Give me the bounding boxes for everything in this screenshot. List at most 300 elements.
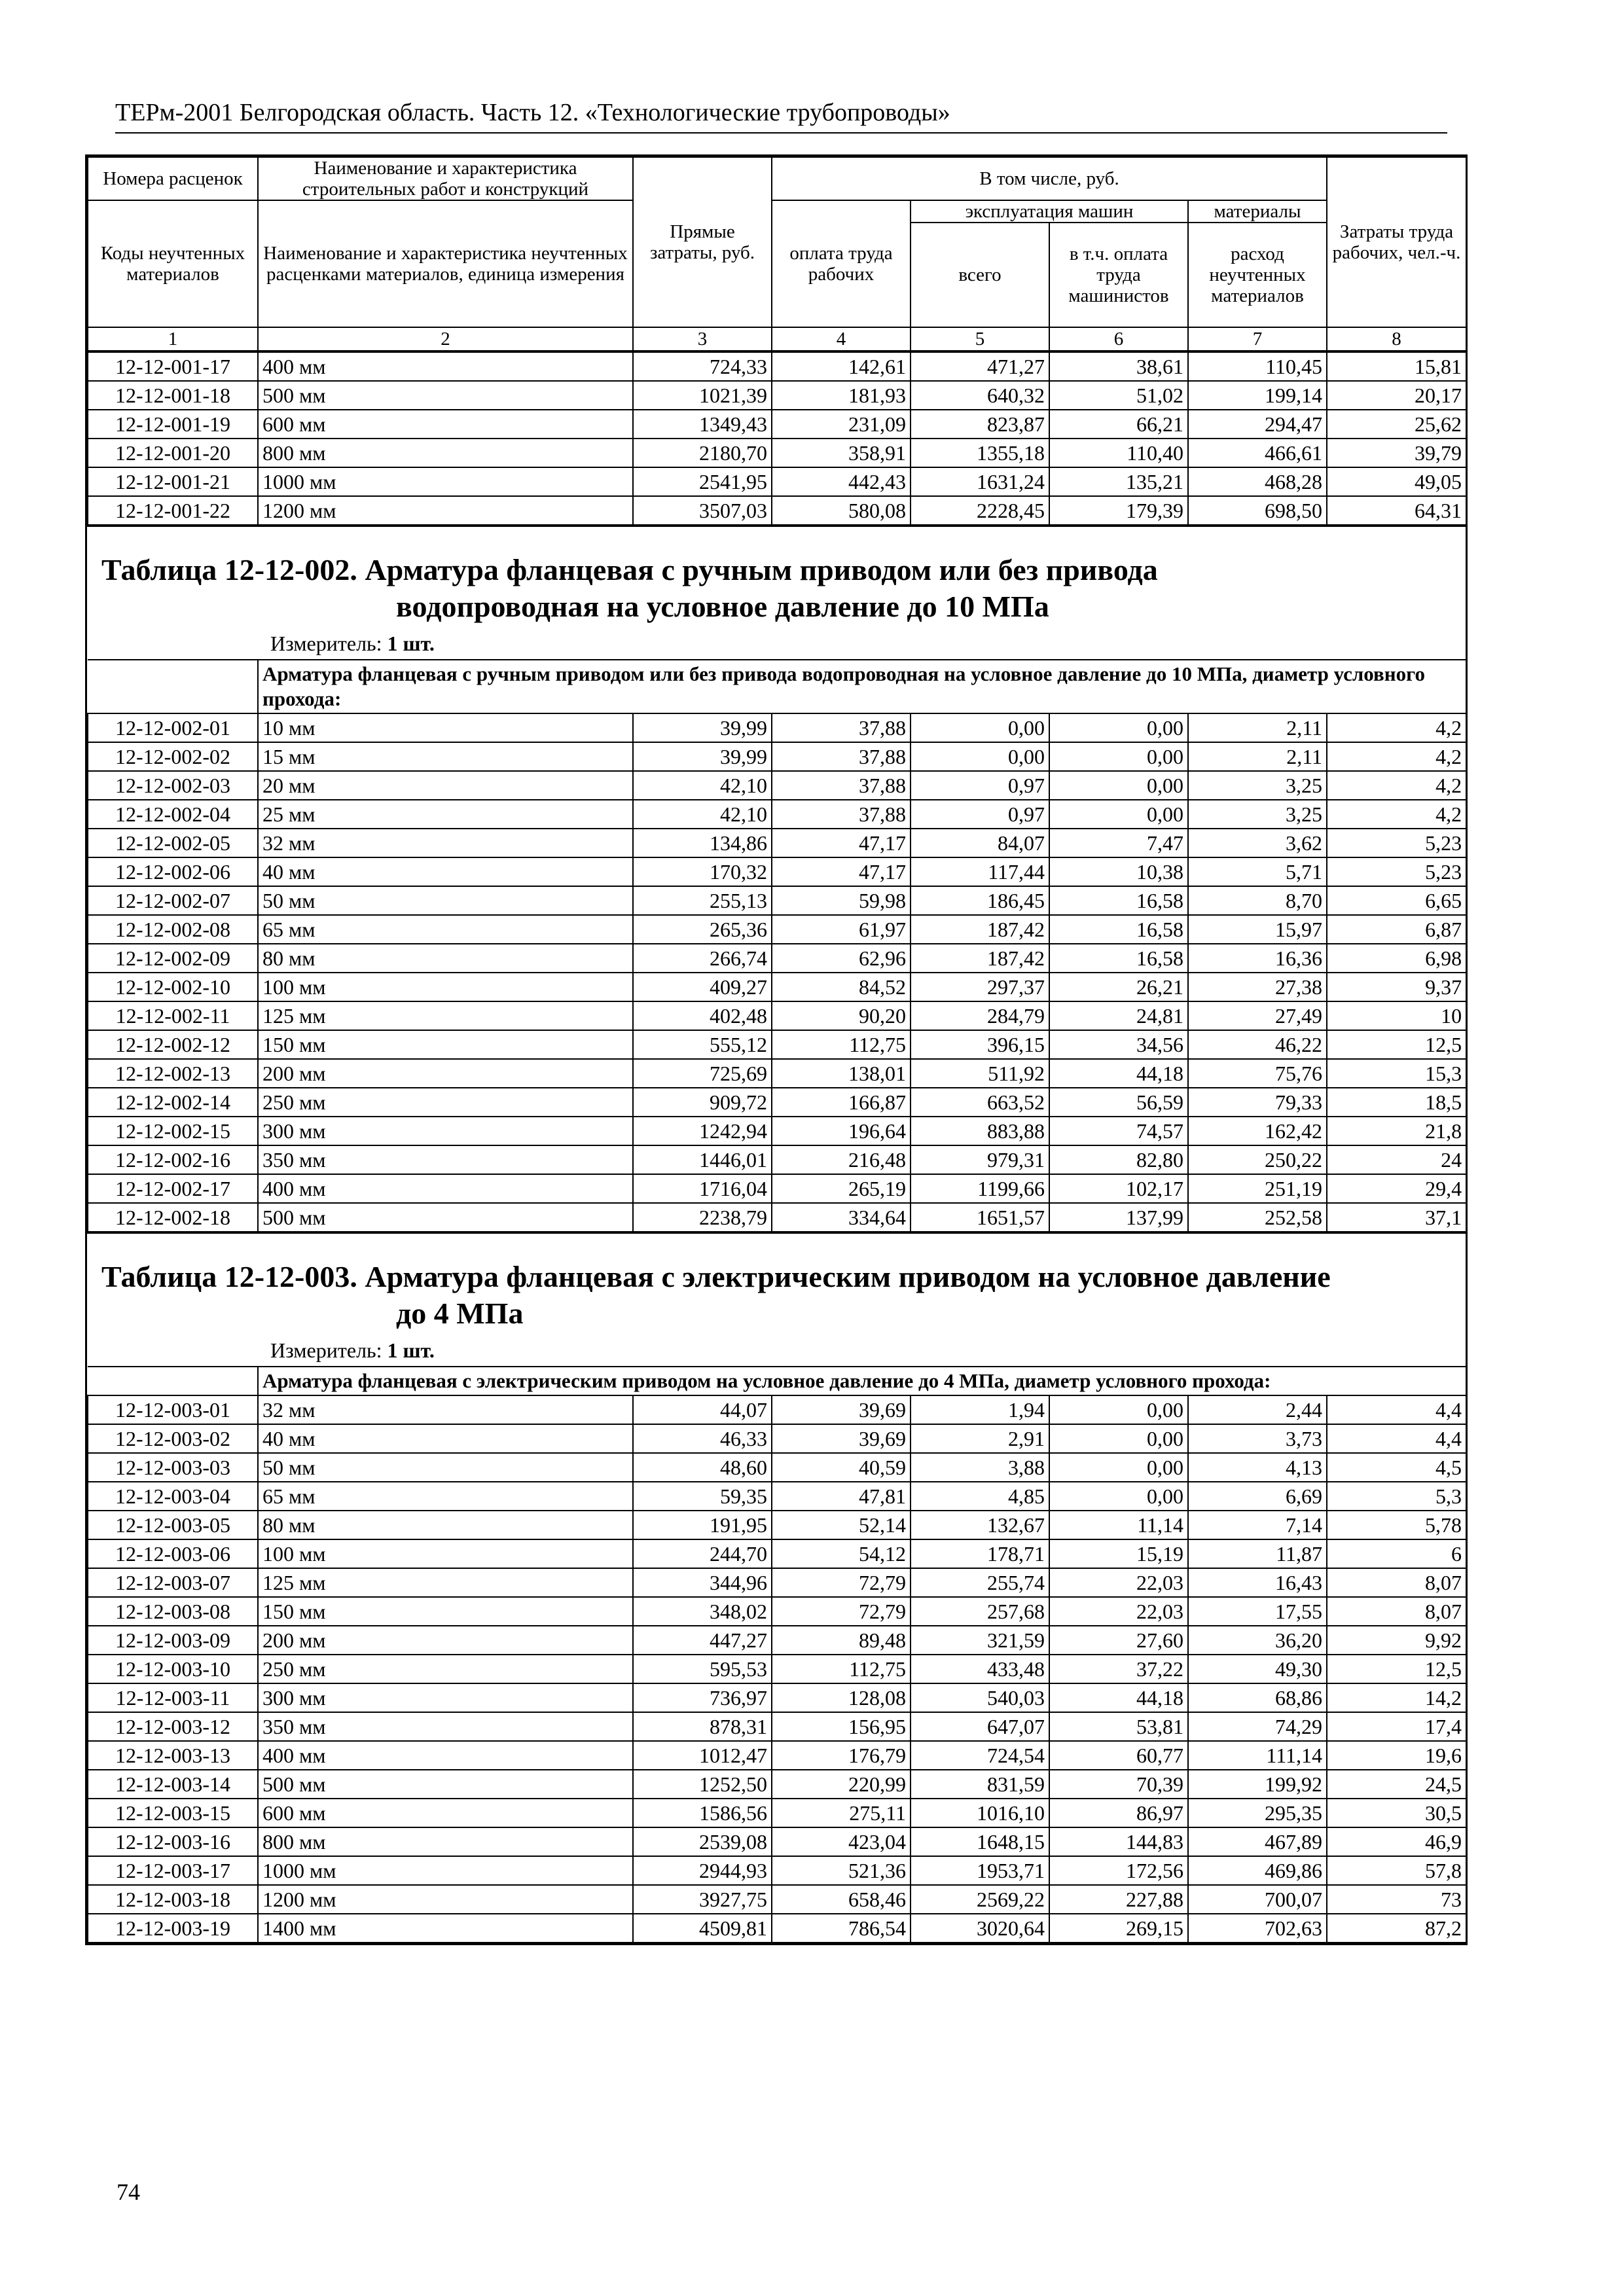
value-cell: 423,04 <box>772 1827 911 1856</box>
value-cell: 53,81 <box>1049 1712 1188 1741</box>
value-cell: 3,62 <box>1188 829 1327 857</box>
value-cell: 138,01 <box>772 1059 911 1088</box>
rate-code: 12-12-003-10 <box>88 1655 258 1683</box>
rate-code: 12-12-003-14 <box>88 1770 258 1799</box>
value-cell: 16,43 <box>1188 1568 1327 1597</box>
value-cell: 17,4 <box>1327 1712 1466 1741</box>
value-cell: 2541,95 <box>633 467 772 496</box>
diameter: 100 мм <box>258 973 633 1001</box>
col-num: 6 <box>1049 327 1188 351</box>
value-cell: 44,07 <box>633 1395 772 1424</box>
diameter: 500 мм <box>258 1203 633 1232</box>
value-cell: 84,52 <box>772 973 911 1001</box>
value-cell: 144,83 <box>1049 1827 1188 1856</box>
value-cell: 37,88 <box>772 771 911 800</box>
value-cell: 37,88 <box>772 713 911 742</box>
value-cell: 231,09 <box>772 410 911 439</box>
diameter: 65 мм <box>258 915 633 944</box>
diameter: 800 мм <box>258 439 633 467</box>
rate-code: 12-12-002-16 <box>88 1145 258 1174</box>
diameter: 32 мм <box>258 829 633 857</box>
column-header-table <box>87 156 1467 351</box>
value-cell: 2,44 <box>1188 1395 1327 1424</box>
value-cell: 878,31 <box>633 1712 772 1741</box>
value-cell: 321,59 <box>911 1626 1049 1655</box>
value-cell: 59,98 <box>772 886 911 915</box>
value-cell: 6 <box>1327 1539 1466 1568</box>
table-row <box>88 800 1466 829</box>
value-cell: 187,42 <box>911 944 1049 973</box>
value-cell: 595,53 <box>633 1655 772 1683</box>
col-num: 1 <box>88 327 258 351</box>
value-cell: 74,57 <box>1049 1117 1188 1145</box>
unit-of-measure <box>87 625 1466 659</box>
value-cell: 786,54 <box>772 1914 911 1943</box>
value-cell: 883,88 <box>911 1117 1049 1145</box>
value-cell: 1586,56 <box>633 1799 772 1827</box>
table-row <box>88 1059 1466 1088</box>
value-cell: 294,47 <box>1188 410 1327 439</box>
value-cell: 251,19 <box>1188 1174 1327 1203</box>
value-cell: 8,07 <box>1327 1597 1466 1626</box>
value-cell: 52,14 <box>772 1511 911 1539</box>
table-row <box>88 1799 1466 1827</box>
table-row <box>88 1770 1466 1799</box>
table-row <box>88 829 1466 857</box>
value-cell: 1651,57 <box>911 1203 1049 1232</box>
value-cell: 5,23 <box>1327 857 1466 886</box>
value-cell: 181,93 <box>772 381 911 410</box>
value-cell: 14,2 <box>1327 1683 1466 1712</box>
value-cell: 199,14 <box>1188 381 1327 410</box>
diameter: 50 мм <box>258 1453 633 1482</box>
value-cell: 3020,64 <box>911 1914 1049 1943</box>
value-cell: 18,5 <box>1327 1088 1466 1117</box>
rate-code: 12-12-001-18 <box>88 381 258 410</box>
value-cell: 0,00 <box>1049 742 1188 771</box>
diameter: 150 мм <box>258 1597 633 1626</box>
rate-code: 12-12-002-14 <box>88 1088 258 1117</box>
table-row <box>88 915 1466 944</box>
value-cell: 2539,08 <box>633 1827 772 1856</box>
title-line-2: до 4 МПа <box>396 1297 524 1330</box>
col-num: 3 <box>633 327 772 351</box>
value-cell: 42,10 <box>633 771 772 800</box>
value-cell: 186,45 <box>911 886 1049 915</box>
rate-code: 12-12-002-02 <box>88 742 258 771</box>
value-cell: 2180,70 <box>633 439 772 467</box>
rate-code: 12-12-002-07 <box>88 886 258 915</box>
table-row <box>88 496 1466 525</box>
group-title: Арматура фланцевая с электрическим приводом на условное давление до 4 МПа, диаметр условного прохода: <box>258 1367 1466 1395</box>
title-line-2: водопроводная на условное давление до 10 МПа <box>396 590 1049 623</box>
value-cell: 257,68 <box>911 1597 1049 1626</box>
value-cell: 433,48 <box>911 1655 1049 1683</box>
table-12-12-003-section <box>87 1232 1466 1943</box>
value-cell: 0,00 <box>1049 1453 1188 1482</box>
value-cell: 22,03 <box>1049 1597 1188 1626</box>
value-cell: 9,37 <box>1327 973 1466 1001</box>
value-cell: 724,33 <box>633 352 772 381</box>
value-cell: 75,76 <box>1188 1059 1327 1088</box>
value-cell: 1349,43 <box>633 410 772 439</box>
value-cell: 137,99 <box>1049 1203 1188 1232</box>
value-cell: 1953,71 <box>911 1856 1049 1885</box>
value-cell: 4,13 <box>1188 1453 1327 1482</box>
value-cell: 1016,10 <box>911 1799 1049 1827</box>
value-cell: 467,89 <box>1188 1827 1327 1856</box>
table-row <box>88 1395 1466 1424</box>
rate-code: 12-12-002-15 <box>88 1117 258 1145</box>
table-row <box>88 1683 1466 1712</box>
value-cell: 2,11 <box>1188 713 1327 742</box>
value-cell: 1021,39 <box>633 381 772 410</box>
value-cell: 16,36 <box>1188 944 1327 973</box>
rate-code: 12-12-003-09 <box>88 1626 258 1655</box>
value-cell: 2228,45 <box>911 496 1049 525</box>
table-row <box>88 1001 1466 1030</box>
value-cell: 640,32 <box>911 381 1049 410</box>
col-materials-unaccounted: расход неучтенных материалов <box>1188 223 1327 327</box>
rate-code: 12-12-002-04 <box>88 800 258 829</box>
diameter: 20 мм <box>258 771 633 800</box>
value-cell: 3,73 <box>1188 1424 1327 1453</box>
value-cell: 2569,22 <box>911 1885 1049 1914</box>
col-num: 8 <box>1327 327 1466 351</box>
rate-code: 12-12-003-08 <box>88 1597 258 1626</box>
rate-code: 12-12-002-18 <box>88 1203 258 1232</box>
col-labor-cost: Затраты труда рабочих, чел.-ч. <box>1327 157 1466 327</box>
group-title: Арматура фланцевая с ручным приводом или без привода водопроводная на условное давление до 10 МПа, диаметр условного прохода: <box>258 660 1466 713</box>
value-cell: 255,74 <box>911 1568 1049 1597</box>
value-cell: 162,42 <box>1188 1117 1327 1145</box>
col-num: 5 <box>911 327 1049 351</box>
value-cell: 142,61 <box>772 352 911 381</box>
value-cell: 89,48 <box>772 1626 911 1655</box>
diameter: 150 мм <box>258 1030 633 1059</box>
table-row <box>88 1088 1466 1117</box>
col-machines-total: всего <box>911 223 1049 327</box>
rate-code: 12-12-003-03 <box>88 1453 258 1482</box>
rate-code: 12-12-001-19 <box>88 410 258 439</box>
table-row <box>88 352 1466 381</box>
value-cell: 1012,47 <box>633 1741 772 1770</box>
value-cell: 27,49 <box>1188 1001 1327 1030</box>
value-cell: 4,4 <box>1327 1424 1466 1453</box>
value-cell: 0,00 <box>1049 1424 1188 1453</box>
value-cell: 128,08 <box>772 1683 911 1712</box>
table-row <box>88 1117 1466 1145</box>
value-cell: 3,25 <box>1188 771 1327 800</box>
col-including: В том числе, руб. <box>772 157 1327 200</box>
value-cell: 36,20 <box>1188 1626 1327 1655</box>
value-cell: 59,35 <box>633 1482 772 1511</box>
value-cell: 9,92 <box>1327 1626 1466 1655</box>
value-cell: 1252,50 <box>633 1770 772 1799</box>
value-cell: 46,22 <box>1188 1030 1327 1059</box>
rate-code: 12-12-003-06 <box>88 1539 258 1568</box>
value-cell: 62,96 <box>772 944 911 973</box>
value-cell: 3507,03 <box>633 496 772 525</box>
value-cell: 102,17 <box>1049 1174 1188 1203</box>
value-cell: 90,20 <box>772 1001 911 1030</box>
value-cell: 38,61 <box>1049 352 1188 381</box>
value-cell: 334,64 <box>772 1203 911 1232</box>
value-cell: 34,56 <box>1049 1030 1188 1059</box>
diameter: 10 мм <box>258 713 633 742</box>
diameter: 1200 мм <box>258 1885 633 1914</box>
diameter: 400 мм <box>258 1174 633 1203</box>
unit-value: 1 шт. <box>387 1338 435 1362</box>
diameter: 65 мм <box>258 1482 633 1511</box>
rate-code: 12-12-001-22 <box>88 496 258 525</box>
col-num: 2 <box>258 327 633 351</box>
value-cell: 166,87 <box>772 1088 911 1117</box>
value-cell: 724,54 <box>911 1741 1049 1770</box>
diameter: 100 мм <box>258 1539 633 1568</box>
value-cell: 4,5 <box>1327 1453 1466 1482</box>
diameter: 40 мм <box>258 1424 633 1453</box>
diameter: 1000 мм <box>258 467 633 496</box>
diameter: 125 мм <box>258 1001 633 1030</box>
value-cell: 12,5 <box>1327 1655 1466 1683</box>
value-cell: 54,12 <box>772 1539 911 1568</box>
value-cell: 3,25 <box>1188 800 1327 829</box>
value-cell: 2,91 <box>911 1424 1049 1453</box>
value-cell: 10,38 <box>1049 857 1188 886</box>
rate-code: 12-12-002-05 <box>88 829 258 857</box>
rate-code: 12-12-002-01 <box>88 713 258 742</box>
value-cell: 110,40 <box>1049 439 1188 467</box>
rate-code: 12-12-003-01 <box>88 1395 258 1424</box>
table-row <box>88 1030 1466 1059</box>
value-cell: 19,6 <box>1327 1741 1466 1770</box>
diameter: 600 мм <box>258 1799 633 1827</box>
value-cell: 37,88 <box>772 742 911 771</box>
diameter: 300 мм <box>258 1683 633 1712</box>
value-cell: 4,2 <box>1327 742 1466 771</box>
value-cell: 658,46 <box>772 1885 911 1914</box>
table-row <box>88 771 1466 800</box>
diameter: 25 мм <box>258 800 633 829</box>
rate-code: 12-12-003-12 <box>88 1712 258 1741</box>
value-cell: 396,15 <box>911 1030 1049 1059</box>
value-cell: 37,1 <box>1327 1203 1466 1232</box>
value-cell: 0,00 <box>1049 1482 1188 1511</box>
table-12-12-002-section <box>87 526 1466 1232</box>
value-cell: 29,4 <box>1327 1174 1466 1203</box>
value-cell: 4509,81 <box>633 1914 772 1943</box>
value-cell: 979,31 <box>911 1145 1049 1174</box>
value-cell: 30,5 <box>1327 1799 1466 1827</box>
value-cell: 49,30 <box>1188 1655 1327 1683</box>
title-line-1: Таблица 12-12-003. Арматура фланцевая с электрическим приводом на условное давление <box>101 1260 1331 1293</box>
value-cell: 647,07 <box>911 1712 1049 1741</box>
value-cell: 56,59 <box>1049 1088 1188 1117</box>
table-row <box>88 1424 1466 1453</box>
diameter: 1400 мм <box>258 1914 633 1943</box>
value-cell: 1446,01 <box>633 1145 772 1174</box>
value-cell: 250,22 <box>1188 1145 1327 1174</box>
value-cell: 295,35 <box>1188 1799 1327 1827</box>
value-cell: 24 <box>1327 1145 1466 1174</box>
diameter: 250 мм <box>258 1088 633 1117</box>
value-cell: 24,5 <box>1327 1770 1466 1799</box>
value-cell: 37,22 <box>1049 1655 1188 1683</box>
value-cell: 39,69 <box>772 1395 911 1424</box>
table-row <box>88 1626 1466 1655</box>
value-cell: 1242,94 <box>633 1117 772 1145</box>
value-cell: 11,87 <box>1188 1539 1327 1568</box>
value-cell: 27,60 <box>1049 1626 1188 1655</box>
value-cell: 220,99 <box>772 1770 911 1799</box>
diameter: 250 мм <box>258 1655 633 1683</box>
value-cell: 0,00 <box>1049 800 1188 829</box>
value-cell: 4,2 <box>1327 771 1466 800</box>
value-cell: 297,37 <box>911 973 1049 1001</box>
diameter: 600 мм <box>258 410 633 439</box>
col-direct-costs: Прямые затраты, руб. <box>633 157 772 327</box>
diameter: 15 мм <box>258 742 633 771</box>
top-rows-table <box>87 351 1467 526</box>
col-num: 7 <box>1188 327 1327 351</box>
col-work-name: Наименование и характеристика строительных работ и конструкций <box>258 157 633 200</box>
value-cell: 39,99 <box>633 713 772 742</box>
value-cell: 409,27 <box>633 973 772 1001</box>
value-cell: 269,15 <box>1049 1914 1188 1943</box>
table-row <box>88 1712 1466 1741</box>
value-cell: 468,28 <box>1188 467 1327 496</box>
value-cell: 265,19 <box>772 1174 911 1203</box>
col-unaccounted-codes: Коды неучтенных материалов <box>88 200 258 327</box>
value-cell: 68,86 <box>1188 1683 1327 1712</box>
diameter: 800 мм <box>258 1827 633 1856</box>
value-cell: 57,8 <box>1327 1856 1466 1885</box>
value-cell: 0,97 <box>911 771 1049 800</box>
unit-label: Измеритель: <box>270 632 382 655</box>
value-cell: 580,08 <box>772 496 911 525</box>
value-cell: 0,00 <box>1049 713 1188 742</box>
value-cell: 0,00 <box>911 742 1049 771</box>
value-cell: 3927,75 <box>633 1885 772 1914</box>
value-cell: 1199,66 <box>911 1174 1049 1203</box>
value-cell: 471,27 <box>911 352 1049 381</box>
value-cell: 72,79 <box>772 1568 911 1597</box>
table-row <box>88 1914 1466 1943</box>
value-cell: 6,65 <box>1327 886 1466 915</box>
value-cell: 61,97 <box>772 915 911 944</box>
value-cell: 7,14 <box>1188 1511 1327 1539</box>
value-cell: 111,14 <box>1188 1741 1327 1770</box>
value-cell: 110,45 <box>1188 352 1327 381</box>
diameter: 80 мм <box>258 944 633 973</box>
diameter: 500 мм <box>258 381 633 410</box>
table-row <box>88 1827 1466 1856</box>
rate-code: 12-12-003-05 <box>88 1511 258 1539</box>
diameter: 200 мм <box>258 1059 633 1088</box>
value-cell: 521,36 <box>772 1856 911 1885</box>
rate-code: 12-12-002-11 <box>88 1001 258 1030</box>
col-machines: эксплуатация машин <box>911 200 1188 223</box>
table-row <box>88 1655 1466 1683</box>
rate-code: 12-12-003-13 <box>88 1741 258 1770</box>
value-cell: 22,03 <box>1049 1568 1188 1597</box>
rate-code: 12-12-001-17 <box>88 352 258 381</box>
value-cell: 16,58 <box>1049 915 1188 944</box>
value-cell: 5,3 <box>1327 1482 1466 1511</box>
value-cell: 1,94 <box>911 1395 1049 1424</box>
rate-code: 12-12-002-06 <box>88 857 258 886</box>
value-cell: 4,2 <box>1327 800 1466 829</box>
value-cell: 191,95 <box>633 1511 772 1539</box>
table-title <box>87 527 1466 625</box>
value-cell: 39,79 <box>1327 439 1466 467</box>
value-cell: 47,17 <box>772 829 911 857</box>
value-cell: 469,86 <box>1188 1856 1327 1885</box>
table-row <box>88 1482 1466 1511</box>
value-cell: 47,17 <box>772 857 911 886</box>
unit-value: 1 шт. <box>387 632 435 655</box>
value-cell: 1716,04 <box>633 1174 772 1203</box>
value-cell: 21,8 <box>1327 1117 1466 1145</box>
rate-code: 12-12-002-08 <box>88 915 258 944</box>
table-row <box>88 1453 1466 1482</box>
value-cell: 86,97 <box>1049 1799 1188 1827</box>
value-cell: 466,61 <box>1188 439 1327 467</box>
diameter: 350 мм <box>258 1145 633 1174</box>
value-cell: 244,70 <box>633 1539 772 1568</box>
table-row <box>88 1568 1466 1597</box>
value-cell: 170,32 <box>633 857 772 886</box>
table-row <box>88 886 1466 915</box>
value-cell: 0,00 <box>1049 771 1188 800</box>
col-rate-numbers: Номера расценок <box>88 157 258 200</box>
value-cell: 48,60 <box>633 1453 772 1482</box>
value-cell: 37,88 <box>772 800 911 829</box>
value-cell: 2238,79 <box>633 1203 772 1232</box>
rate-code: 12-12-003-11 <box>88 1683 258 1712</box>
table-row <box>88 1511 1466 1539</box>
value-cell: 216,48 <box>772 1145 911 1174</box>
value-cell: 46,33 <box>633 1424 772 1453</box>
value-cell: 11,14 <box>1049 1511 1188 1539</box>
table-row <box>88 944 1466 973</box>
diameter: 125 мм <box>258 1568 633 1597</box>
value-cell: 10 <box>1327 1001 1466 1030</box>
value-cell: 265,36 <box>633 915 772 944</box>
value-cell: 555,12 <box>633 1030 772 1059</box>
value-cell: 725,69 <box>633 1059 772 1088</box>
title-line-1: Таблица 12-12-002. Арматура фланцевая с ручным приводом или без привода <box>101 553 1158 586</box>
table-row <box>88 713 1466 742</box>
value-cell: 74,29 <box>1188 1712 1327 1741</box>
value-cell: 275,11 <box>772 1799 911 1827</box>
rate-code: 12-12-002-12 <box>88 1030 258 1059</box>
page-number: 74 <box>117 2179 140 2205</box>
col-machinist-pay: в т.ч. оплата труда машинистов <box>1049 223 1188 327</box>
unit-of-measure <box>87 1332 1466 1366</box>
diameter: 1200 мм <box>258 496 633 525</box>
rate-code: 12-12-003-04 <box>88 1482 258 1511</box>
value-cell: 831,59 <box>911 1770 1049 1799</box>
value-cell: 112,75 <box>772 1030 911 1059</box>
value-cell: 4,85 <box>911 1482 1049 1511</box>
value-cell: 698,50 <box>1188 496 1327 525</box>
value-cell: 117,44 <box>911 857 1049 886</box>
table-12-12-002 <box>87 659 1467 1232</box>
value-cell: 700,07 <box>1188 1885 1327 1914</box>
value-cell: 26,21 <box>1049 973 1188 1001</box>
